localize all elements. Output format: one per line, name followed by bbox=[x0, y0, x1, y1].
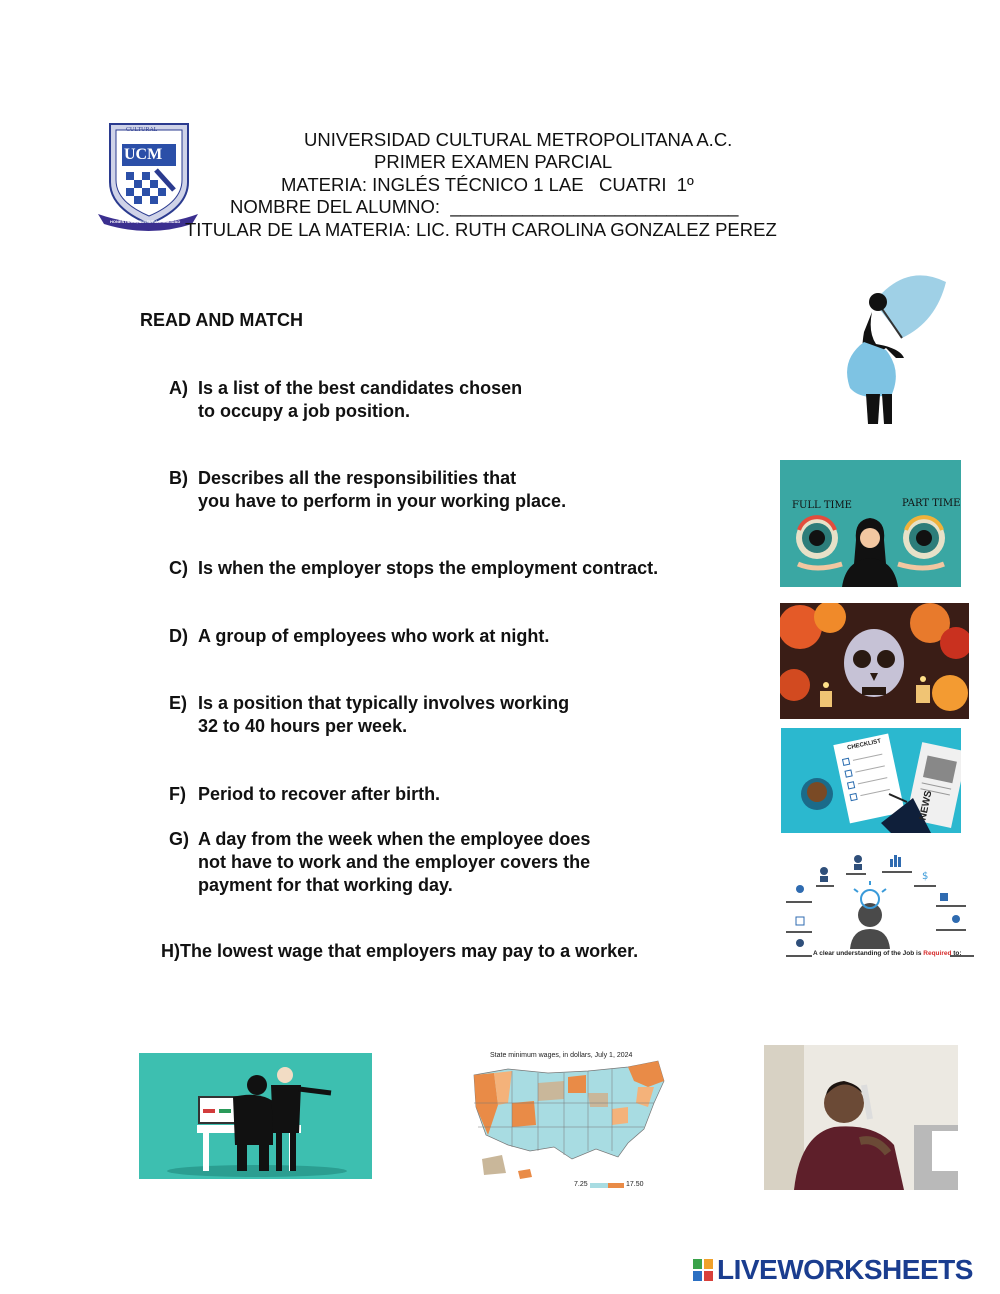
question-b bbox=[169, 467, 566, 513]
job-caption-end: to: bbox=[953, 950, 962, 957]
question-text: The lowest wage that employers may pay to a worker. bbox=[180, 941, 639, 961]
fired-employee-image bbox=[139, 1053, 372, 1179]
brand-name: LIVEWORKSHEETS bbox=[717, 1254, 973, 1285]
job-description-image bbox=[780, 849, 980, 965]
question-letter: E) bbox=[169, 693, 187, 713]
question-c bbox=[169, 557, 658, 580]
question-h bbox=[161, 940, 638, 963]
question-text: to occupy a job position. bbox=[198, 401, 411, 421]
svg-text:$: $ bbox=[922, 871, 929, 882]
question-letter: H) bbox=[161, 941, 180, 961]
university-logo bbox=[96, 120, 200, 232]
part-time-label: PART TIME bbox=[902, 498, 961, 509]
minimum-wage-map-image bbox=[468, 1047, 673, 1192]
map-scale-max: 17.50 bbox=[626, 1181, 644, 1188]
question-text: payment for that working day. bbox=[198, 875, 453, 895]
question-e bbox=[169, 692, 569, 738]
job-caption bbox=[813, 950, 962, 957]
logo-ribbon-text: HONESTIDAD, CULTURA Y CALIDAD bbox=[110, 219, 181, 224]
full-time-label: FULL TIME bbox=[792, 500, 852, 511]
map-title: State minimum wages, in dollars, July 1, 2024 bbox=[490, 1052, 633, 1059]
sleeping-worker-image bbox=[764, 1045, 958, 1190]
question-letter: A) bbox=[169, 378, 188, 398]
job-caption-required: Required bbox=[923, 950, 952, 957]
question-letter: F) bbox=[169, 784, 186, 804]
map-scale-min: 7.25 bbox=[574, 1181, 588, 1188]
logo-top-text: CULTURAL bbox=[126, 127, 158, 133]
question-text: Period to recover after birth. bbox=[198, 784, 441, 804]
question-text: Describes all the responsibilities that bbox=[198, 468, 517, 488]
question-text: A day from the week when the employee does bbox=[198, 829, 591, 849]
question-text: you have to perform in your working place. bbox=[198, 491, 567, 511]
checklist-image bbox=[781, 728, 961, 833]
live-badge-icon bbox=[693, 1259, 713, 1281]
question-g bbox=[169, 828, 590, 897]
question-text: A group of employees who work at night. bbox=[198, 626, 550, 646]
fulltime-parttime-image bbox=[780, 460, 961, 587]
header-teacher: TITULAR DE LA MATERIA: LIC. RUTH CAROLINA GONZALEZ PEREZ bbox=[185, 219, 777, 240]
question-letter: G) bbox=[169, 829, 189, 849]
header-subject: MATERIA: INGLÉS TÉCNICO 1 LAE CUATRI 1º bbox=[281, 174, 694, 195]
checklist-title: CHECKLIST bbox=[846, 738, 882, 752]
section-title: READ AND MATCH bbox=[140, 310, 303, 330]
job-caption-text: A clear understanding of the Job is bbox=[813, 950, 922, 957]
question-text: Is a list of the best candidates chosen bbox=[198, 378, 523, 398]
question-text: Is when the employer stops the employment contract. bbox=[198, 558, 659, 578]
header-student-name: NOMBRE DEL ALUMNO: ____________________________ bbox=[230, 196, 739, 217]
question-text: not have to work and the employer covers the bbox=[198, 852, 591, 872]
news-label: NEWS bbox=[917, 789, 935, 822]
header-exam: PRIMER EXAMEN PARCIAL bbox=[374, 151, 613, 172]
question-text: Is a position that typically involves working bbox=[198, 693, 570, 713]
pregnant-woman-image bbox=[806, 262, 956, 430]
question-letter: D) bbox=[169, 626, 188, 646]
question-letter: C) bbox=[169, 558, 188, 578]
question-a bbox=[169, 377, 522, 423]
question-f bbox=[169, 783, 440, 806]
question-d bbox=[169, 625, 549, 648]
question-text: 32 to 40 hours per week. bbox=[198, 716, 408, 736]
liveworksheets-brand[interactable] bbox=[693, 1256, 993, 1286]
header-university: UNIVERSIDAD CULTURAL METROPOLITANA A.C. bbox=[304, 129, 733, 150]
question-letter: B) bbox=[169, 468, 188, 488]
logo-initials: UCM bbox=[124, 146, 163, 163]
day-of-dead-image bbox=[780, 603, 969, 719]
